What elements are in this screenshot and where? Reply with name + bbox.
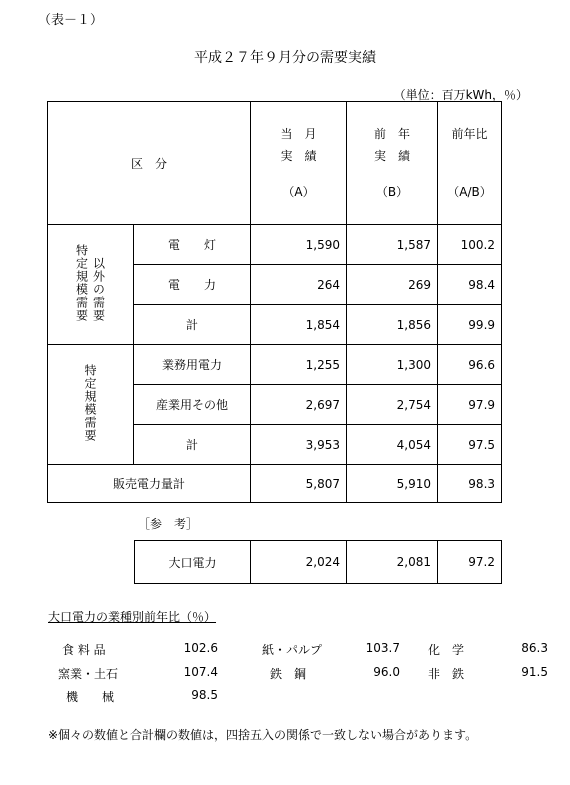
industry-value: 98.5 — [191, 688, 218, 702]
header-ratio-code: （A/B） — [447, 185, 492, 199]
header-category: 区 分 — [48, 102, 251, 225]
header-previous — [347, 102, 438, 225]
industry-name: 機 械 — [66, 690, 115, 704]
header-current-line1: 当 月 — [280, 127, 317, 141]
header-row — [48, 102, 502, 225]
row-previous: 2,754 — [347, 385, 438, 425]
group1-label-col1: 特定規模需要 — [74, 244, 89, 322]
row-previous: 1,856 — [347, 305, 438, 345]
header-previous-code: （B） — [375, 185, 409, 199]
total-ratio: 98.3 — [438, 465, 502, 503]
table-label: （表－１） — [38, 13, 104, 28]
group1-label — [48, 225, 134, 345]
row-current: 3,953 — [251, 425, 347, 465]
row-current: 2,697 — [251, 385, 347, 425]
industry-value: 86.3 — [521, 641, 548, 655]
row-ratio: 96.6 — [438, 345, 502, 385]
row-previous: 269 — [347, 265, 438, 305]
industry-value: 103.7 — [365, 641, 400, 655]
industry-title: 大口電力の業種別前年比（％） — [48, 610, 217, 624]
row-name: 業務用電力 — [134, 345, 251, 385]
industry-name: 非 鉄 — [428, 667, 465, 681]
industry-name: 食 料 品 — [62, 643, 106, 657]
reference-current: 2,024 — [251, 541, 347, 584]
row-name: 計 — [134, 305, 251, 345]
industry-name: 窯業・土石 — [58, 667, 119, 681]
footnote: ※個々の数値と合計欄の数値は，四捨五入の関係で一致しない場合があります。 — [48, 728, 478, 742]
row-previous: 4,054 — [347, 425, 438, 465]
row-ratio: 98.4 — [438, 265, 502, 305]
row-current: 1,590 — [251, 225, 347, 265]
header-ratio-label: 前年比 — [451, 127, 488, 141]
reference-name: 大口電力 — [135, 541, 251, 584]
header-current-line2: 実 績 — [280, 149, 317, 163]
row-current: 1,854 — [251, 305, 347, 345]
reference-previous: 2,081 — [347, 541, 438, 584]
reference-table — [134, 540, 502, 584]
row-ratio: 99.9 — [438, 305, 502, 345]
row-ratio: 97.9 — [438, 385, 502, 425]
industry-value: 91.5 — [521, 665, 548, 679]
unit-label: （単位：百万kWh，％） — [393, 88, 528, 102]
table-row — [48, 345, 502, 385]
reference-row — [135, 541, 502, 584]
group2-label-text: 特定規模需要 — [83, 364, 97, 442]
row-name: 産業用その他 — [134, 385, 251, 425]
header-ratio — [438, 102, 502, 225]
group1-label-col2: 以外の需要 — [91, 257, 106, 322]
header-current-code: （A） — [282, 185, 315, 199]
total-row — [48, 465, 502, 503]
total-name: 販売電力量計 — [48, 465, 251, 503]
industry-value: 96.0 — [373, 665, 400, 679]
total-previous: 5,910 — [347, 465, 438, 503]
industry-value: 107.4 — [183, 665, 218, 679]
row-previous: 1,587 — [347, 225, 438, 265]
table-row — [48, 225, 502, 265]
row-ratio: 100.2 — [438, 225, 502, 265]
row-name: 電 力 — [134, 265, 251, 305]
row-current: 1,255 — [251, 345, 347, 385]
row-name: 電 灯 — [134, 225, 251, 265]
demand-table — [47, 101, 502, 503]
reference-ratio: 97.2 — [438, 541, 502, 584]
industry-name: 化 学 — [428, 643, 465, 657]
total-current: 5,807 — [251, 465, 347, 503]
header-previous-line1: 前 年 — [374, 127, 411, 141]
industry-value: 102.6 — [183, 641, 218, 655]
page-title: 平成２７年９月分の需要実績 — [194, 50, 376, 66]
row-current: 264 — [251, 265, 347, 305]
row-name: 計 — [134, 425, 251, 465]
row-ratio: 97.5 — [438, 425, 502, 465]
industry-name: 紙・パルプ — [262, 643, 323, 657]
reference-label: ［参 考］ — [138, 517, 199, 531]
group2-label — [48, 345, 134, 465]
row-previous: 1,300 — [347, 345, 438, 385]
industry-name: 鉄 鋼 — [270, 667, 307, 681]
header-previous-line2: 実 績 — [374, 149, 411, 163]
header-current — [251, 102, 347, 225]
